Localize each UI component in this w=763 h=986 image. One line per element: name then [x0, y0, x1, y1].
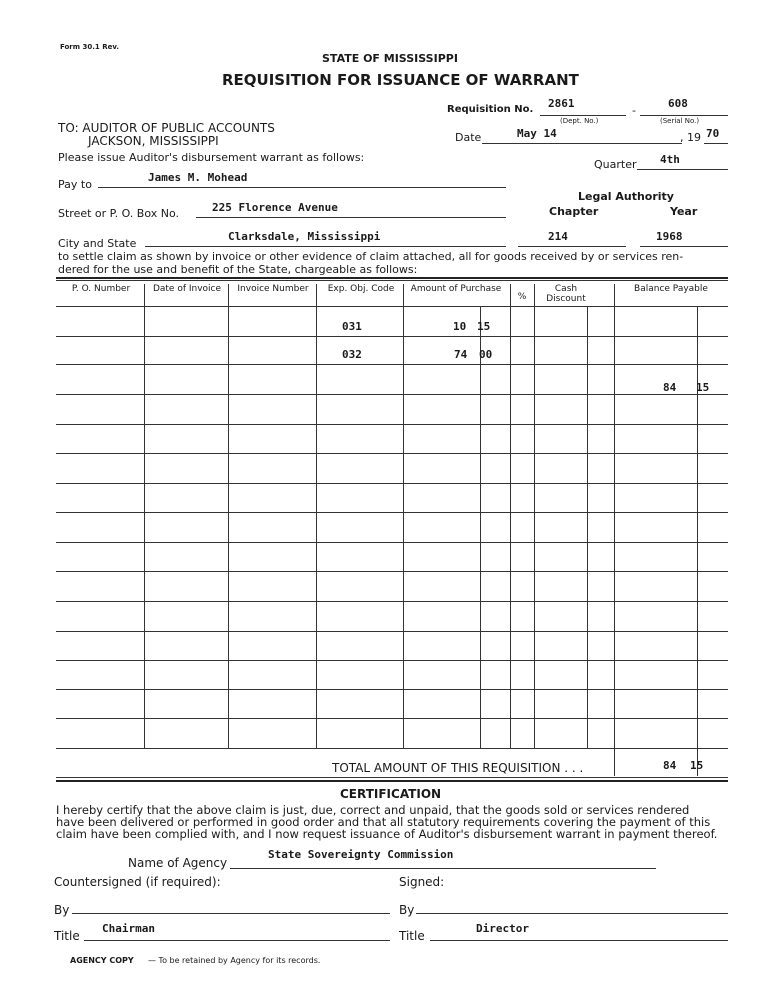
year-prefix: , 19: [680, 131, 701, 144]
chapter-line: [518, 246, 626, 247]
city-label: City and State: [58, 237, 137, 250]
city-value: Clarksdale, Mississippi: [228, 230, 381, 243]
table-row-line: [56, 571, 728, 572]
legal-authority-title: Legal Authority: [578, 190, 674, 203]
table-row-line: [56, 689, 728, 690]
col-divider: [534, 284, 535, 748]
form-title: REQUISITION FOR ISSUANCE OF WARRANT: [222, 71, 579, 89]
title-label-left: Title: [54, 929, 80, 943]
serial-no-value: 608: [668, 97, 688, 110]
col-divider: [316, 284, 317, 748]
amount-dollars-cell: 74: [454, 348, 468, 361]
table-row-line: [56, 364, 728, 365]
requisition-label: Requisition No.: [447, 104, 534, 115]
col-divider: [697, 306, 698, 776]
amount-dollars-cell: 10: [453, 320, 467, 333]
table-row-line: [56, 748, 728, 749]
certification-line3: claim have been complied with, and I now request issuance of Auditor's disbursement warrant in payment thereof.: [56, 827, 718, 841]
total-label: TOTAL AMOUNT OF THIS REQUISITION . . .: [332, 761, 584, 775]
quarter-label: Quarter: [594, 158, 637, 171]
table-row-line: [56, 453, 728, 454]
quarter-line: [637, 169, 728, 170]
agency-copy-text: — To be retained by Agency for its records.: [148, 956, 321, 965]
title-label-right: Title: [399, 929, 425, 943]
agency-line: [230, 868, 656, 869]
title-line-right: [430, 940, 728, 941]
certification-title: CERTIFICATION: [340, 787, 442, 801]
certification-line1: I hereby certify that the above claim is just, due, correct and unpaid, that the goods sold or services rendered: [56, 803, 690, 817]
settle-text-line1: to settle claim as shown by invoice or other evidence of claim attached, all for goods received by or services ren-: [58, 250, 684, 263]
exp-code-cell: 032: [342, 348, 362, 361]
dept-no-line: [540, 115, 626, 116]
col-header-date: Date of Invoice: [152, 284, 222, 294]
col-header-invoice: Invoice Number: [237, 284, 309, 294]
table-row-line: [56, 718, 728, 719]
table-row-line: [56, 631, 728, 632]
street-label: Street or P. O. Box No.: [58, 207, 179, 220]
col-header-balance: Balance Payable: [634, 284, 708, 294]
city-line: [145, 246, 506, 247]
year-line: [704, 143, 728, 144]
table-row-line: [56, 512, 728, 513]
table-top-rule-inner: [56, 280, 728, 281]
col-header-exp: Exp. Obj. Code: [327, 284, 395, 294]
legal-year-label: Year: [670, 205, 698, 218]
col-header-amount: Amount of Purchase: [410, 284, 502, 294]
table-row-line: [56, 542, 728, 543]
total-dollars: 84: [663, 759, 677, 772]
legal-year-line: [640, 246, 728, 247]
instruction-text: Please issue Auditor's disbursement warrant as follows:: [58, 151, 365, 164]
countersigned-label: Countersigned (if required):: [54, 875, 221, 889]
agency-copy-label: AGENCY COPY: [70, 956, 134, 965]
table-row-line: [56, 394, 728, 395]
exp-code-cell: 031: [342, 320, 362, 333]
agency-value: State Sovereignty Commission: [268, 848, 454, 861]
legal-year-value: 1968: [656, 230, 683, 243]
chapter-value: 214: [548, 230, 568, 243]
settle-text-line2: dered for the use and benefit of the State, chargeable as follows:: [58, 263, 418, 276]
col-header-cash: Cash Discount: [546, 284, 586, 304]
street-line: [196, 217, 506, 218]
dept-caption: (Dept. No.): [560, 117, 599, 125]
state-heading: STATE OF MISSISSIPPI: [322, 52, 458, 65]
pay-to-line: [98, 187, 506, 188]
table-row-line: [56, 660, 728, 661]
total-rule-thick: [56, 780, 728, 782]
col-header-po: P. O. Number: [71, 284, 131, 294]
table-row-line: [56, 483, 728, 484]
amount-cents-cell: 15: [477, 320, 491, 333]
by-line-left: [72, 913, 390, 914]
year-value: 70: [706, 127, 720, 140]
col-divider: [228, 284, 229, 748]
title-value-left: Chairman: [102, 922, 155, 935]
title-line-left: [84, 940, 390, 941]
pay-to-value: James M. Mohead: [148, 171, 248, 184]
col-divider: [403, 284, 404, 748]
to-auditor-line1: TO: AUDITOR OF PUBLIC ACCOUNTS: [58, 121, 275, 135]
requisition-dash: -: [632, 104, 636, 117]
total-rule: [56, 777, 728, 778]
quarter-value: 4th: [660, 153, 680, 166]
table-top-rule: [56, 277, 728, 279]
serial-no-line: [640, 115, 728, 116]
col-divider: [587, 306, 588, 748]
signed-label: Signed:: [399, 875, 445, 889]
date-line: [482, 143, 682, 144]
dept-no-value: 2861: [548, 97, 575, 110]
balance-cents-cell: 15: [696, 381, 710, 394]
title-value-right: Director: [476, 922, 529, 935]
date-label: Date: [455, 131, 482, 144]
form-number: Form 30.1 Rev.: [60, 43, 119, 51]
table-header-rule: [56, 306, 728, 307]
serial-caption: (Serial No.): [660, 117, 700, 125]
table-row-line: [56, 601, 728, 602]
by-label-left: By: [54, 903, 70, 917]
col-header-pct: %: [517, 292, 527, 302]
certification-line2: have been delivered or performed in good order and that all statutory requirements covering the payment of this: [56, 815, 711, 829]
street-value: 225 Florence Avenue: [212, 201, 338, 214]
chapter-label: Chapter: [549, 205, 599, 218]
table-row-line: [56, 424, 728, 425]
by-label-right: By: [399, 903, 415, 917]
col-divider: [480, 306, 481, 748]
amount-cents-cell: 00: [479, 348, 493, 361]
table-row-line: [56, 336, 728, 337]
total-cents: 15: [690, 759, 704, 772]
col-divider: [144, 284, 145, 748]
date-value: May 14: [517, 127, 557, 140]
col-divider: [614, 284, 615, 776]
balance-dollars-cell: 84: [663, 381, 677, 394]
by-line-right: [416, 913, 728, 914]
to-auditor-line2: JACKSON, MISSISSIPPI: [88, 134, 219, 148]
col-divider: [510, 284, 511, 748]
pay-to-label: Pay to: [58, 178, 92, 191]
agency-label: Name of Agency: [128, 856, 228, 870]
